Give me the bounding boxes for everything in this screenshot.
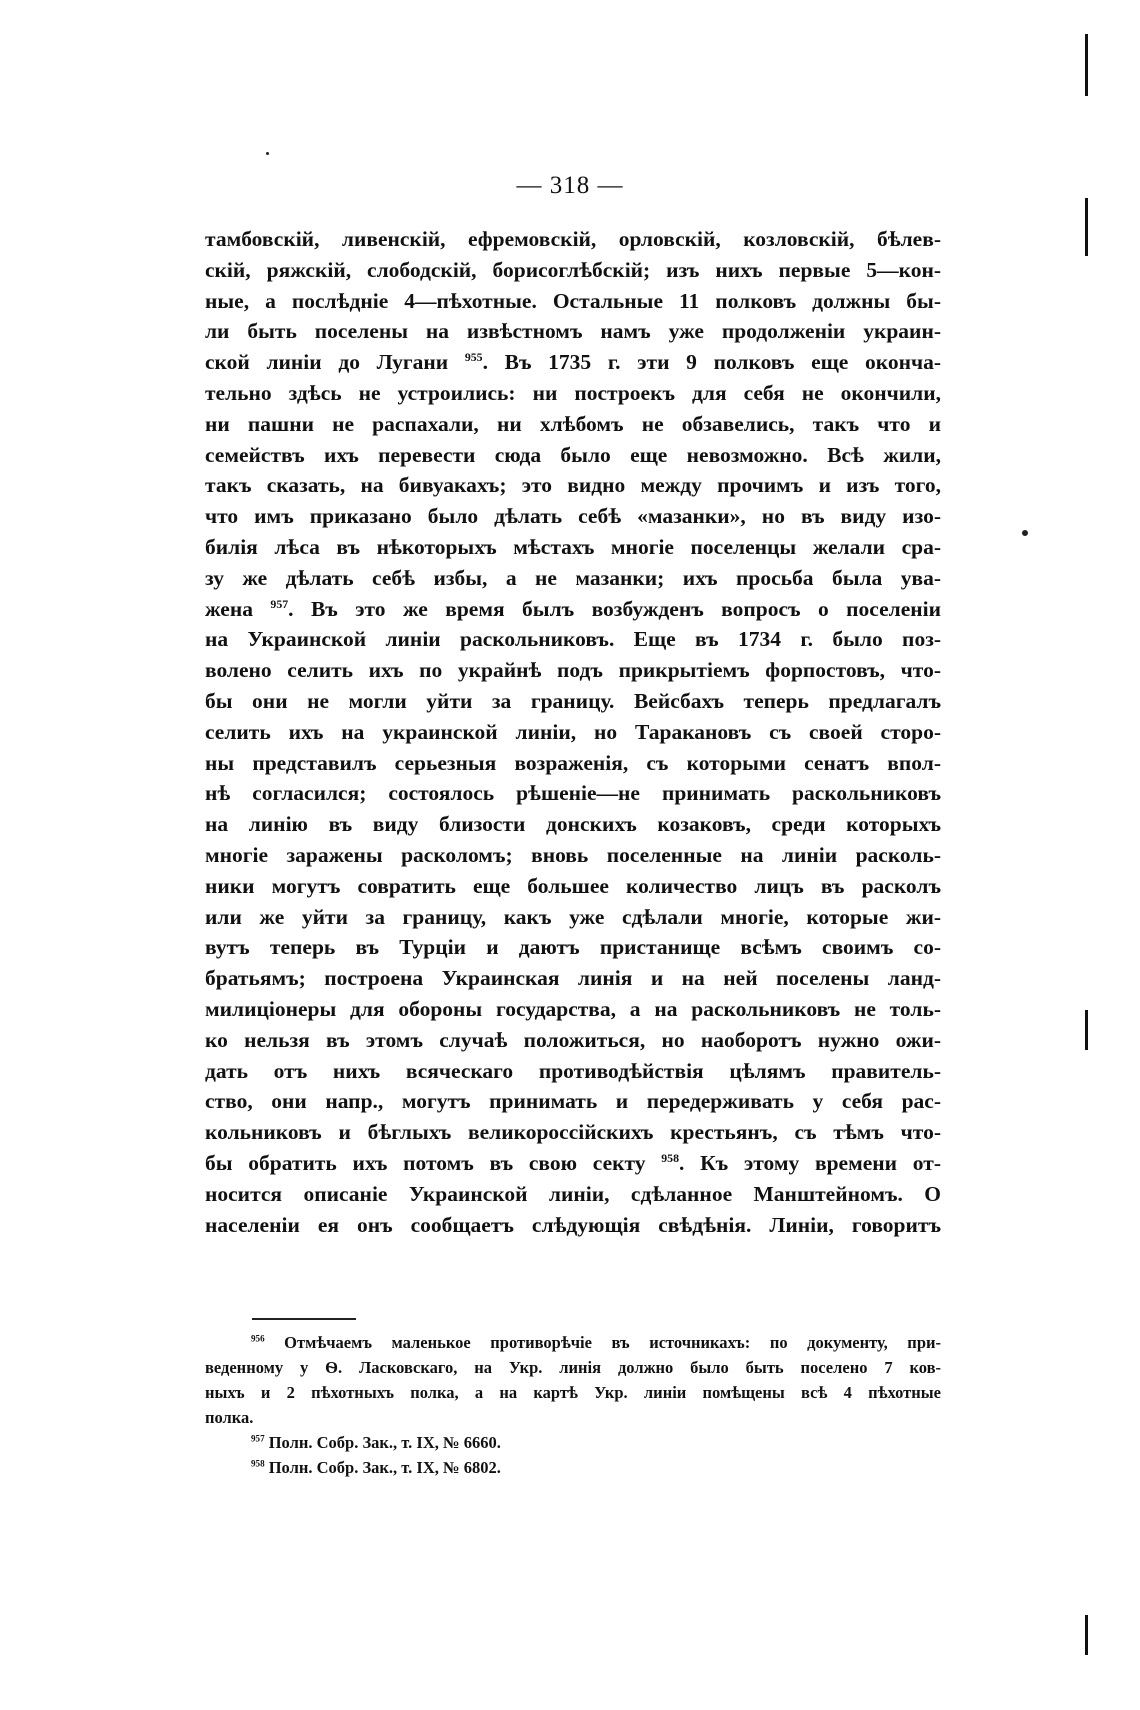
footnote-divider (252, 1318, 356, 1320)
text-line: жена $^{957}$. Въ это же время былъ возбужденъ вопросъ о поселеніи (205, 596, 941, 621)
footnote-number: 958 (251, 1458, 265, 1469)
footnote-line: полка. (205, 1408, 254, 1427)
footnote-line: веденному у Ѳ. Ласковскаго, на Укр. линія должно было быть поселено 7 ков- (205, 1358, 941, 1377)
text-line: семействъ ихъ перевести сюда было еще невозможно. Всѣ жили, (205, 442, 941, 467)
text-segment: Въ 1735 г. эти 9 полковъ еще оконча- (504, 350, 942, 375)
text-segment: бы обратить ихъ потомъ въ свою секту (205, 1150, 646, 1175)
text-line: скій, ряжскій, слободскій, борисоглѣбскій; изъ нихъ первые 5—кон- (205, 257, 941, 282)
page-number: — 318 — (516, 172, 624, 199)
footnotes (205, 1330, 941, 1480)
scan-edge-mark (1085, 1010, 1088, 1050)
text-line: вутъ теперь въ Турціи и даютъ пристанище всѣмъ своимъ со- (205, 935, 941, 960)
text-line: на Украинской линіи раскольниковъ. Еще въ 1734 г. было поз- (205, 627, 941, 652)
text-segment: жена (205, 596, 253, 621)
scan-edge-mark (1085, 34, 1088, 96)
text-line: кольниковъ и бѣглыхъ великороссійскихъ крестьянъ, съ тѣмъ что- (205, 1120, 941, 1145)
footnote-line (205, 1330, 941, 1355)
footnote-text: Отмѣчаемъ маленькое противорѣчіе въ источникахъ: по документу, при- (284, 1333, 941, 1352)
text-line: тельно здѣсь не устроились: ни построекъ для себя не окончили, (205, 380, 941, 405)
text-line: милиціонеры для обороны государства, а на раскольниковъ не толь- (205, 996, 941, 1021)
text-segment: Къ этому времени от- (700, 1150, 941, 1175)
text-line: ны представилъ серьезныя возраженія, съ которыми сенатъ впол- (205, 750, 941, 775)
footnote-number: 956 (251, 1333, 265, 1344)
text-segment: ской линіи до Лугани (205, 350, 449, 375)
footnote-text: Полн. Собр. Зак., т. IX, № 6660. (268, 1433, 501, 1452)
text-line: многіе заражены расколомъ; вновь поселенные на линіи расколь- (205, 842, 941, 867)
text-line: дать отъ нихъ всяческаго противодѣйствія цѣлямъ правитель- (205, 1058, 941, 1083)
text-line: такъ сказать, на бивуакахъ; это видно между прочимъ и изъ того, (205, 473, 941, 498)
text-line: зу же дѣлать себѣ избы, а не мазанки; ихъ просьба была ува- (205, 565, 941, 590)
text-line: тамбовскій, ливенскій, ефремовскій, орловскій, козловскій, бѣлев- (205, 227, 941, 251)
text-line: ни пашни не распахали, ни хлѣбомъ не обзавелись, такъ что и (205, 411, 941, 436)
main-text (205, 224, 941, 1240)
text-line: селить ихъ на украинской линіи, но Таракановъ съ своей сторо- (205, 719, 941, 744)
text-line: билія лѣса въ нѣкоторыхъ мѣстахъ многіе поселенцы желали сра- (205, 534, 941, 559)
footnote-line: ныхъ и 2 пѣхотныхъ полка, а на картѣ Укр. линіи помѣщены всѣ 4 пѣхотные (205, 1383, 941, 1402)
footnote-text: Полн. Собр. Зак., т. IX, № 6802. (268, 1458, 501, 1477)
footnote-ref: 958 (661, 1150, 679, 1165)
text-line: волено селить ихъ по украйнѣ подъ прикрытіемъ форпостовъ, что- (205, 658, 941, 683)
scan-edge-mark (1085, 198, 1088, 256)
footnote-number: 957 (251, 1433, 265, 1444)
text-line: населеніи ея онъ сообщаетъ слѣдующія свѣдѣнія. Линіи, говоритъ (205, 1212, 941, 1237)
text-line: или же уйти за границу, какъ уже сдѣлали многіе, которые жи- (205, 904, 941, 929)
text-line: братьямъ; построена Украинская линія и на ней поселены ланд- (205, 966, 941, 991)
footnote-line (205, 1430, 941, 1455)
footnote-ref: 957 (270, 596, 289, 611)
text-line: ники могутъ совратить еще большее количество лицъ въ расколъ (205, 873, 941, 898)
text-line: на линію въ виду близости донскихъ козаковъ, среди которыхъ (205, 812, 941, 837)
text-line: ные, а послѣдніе 4—пѣхотные. Остальные 11 полковъ должны бы- (205, 288, 941, 313)
text-line: бы обратить ихъ потомъ въ свою секту $^{958}$. Къ этому времени от- (205, 1150, 941, 1175)
text-line: бы они не могли уйти за границу. Вейсбахъ теперь предлагалъ (205, 688, 941, 713)
text-line: нѣ согласился; состоялось рѣшеніе—не принимать раскольниковъ (205, 781, 941, 806)
text-line: ко нельзя въ этомъ случаѣ положиться, но наоборотъ нужно ожи- (205, 1027, 941, 1052)
text-line: ли быть поселены на извѣстномъ намъ уже продолженіи украин- (205, 319, 941, 344)
footnote-line (205, 1455, 941, 1480)
scan-dot (266, 152, 269, 155)
scan-edge-mark (1085, 1615, 1088, 1655)
text-line: ской линіи до Лугани $^{955}$. Въ 1735 г. эти 9 полковъ еще оконча- (205, 350, 942, 375)
text-line: носится описаніе Украинской линіи, сдѣланное Манштейномъ. О (205, 1181, 941, 1206)
footnote-ref: 955 (464, 350, 483, 365)
text-line: ство, они напр., могутъ принимать и передерживать у себя рас- (205, 1089, 941, 1114)
text-line: что имъ приказано было дѣлать себѣ «мазанки», но въ виду изо- (205, 504, 941, 529)
scan-dot (1022, 530, 1028, 536)
text-segment: Въ это же время былъ возбужденъ вопросъ о поселеніи (310, 596, 941, 621)
